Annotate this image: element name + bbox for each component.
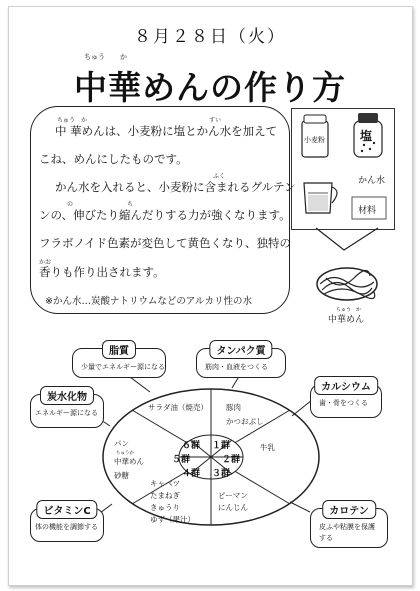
wheel-pork: 豚肉 [226,403,241,412]
group-6: ６群 [182,441,201,451]
ruby-fuku: ふく [213,173,226,180]
bubble-protein [196,348,286,378]
explanation-box [30,106,296,314]
date-heading: ８月２８日（火） [134,27,286,47]
bubble-carotene-body-2: する [319,534,333,542]
explanation-line-3: かん水を入れると、小麦粉に含まれるグルテン [55,180,296,194]
noodle-ruby: ちゅう か [336,307,362,313]
bubble-protein-body: 筋肉・血液をつくる [205,363,268,371]
wheel-yuzu: ゆず（果汁） [150,515,195,524]
ingredients-box [291,108,395,230]
ruby-chi: ち [127,201,134,208]
group-5: ５群 [172,455,191,465]
bubble-carb-body: エネルギー源になる [35,409,98,417]
group-2: ２群 [222,455,241,465]
title-ruby-ka: か [120,53,127,61]
bubble-calcium [310,384,382,418]
group-3: ３群 [212,469,231,479]
explanation-line-4: ンの、伸びたり縮んだりする力が強くなります。 [39,208,291,222]
bubble-fat [72,348,166,378]
bubble-calcium-title: カルシウム [314,376,378,395]
wheel-katsuobushi: かつおぶし [226,417,264,426]
wheel-cucumber: きゅうり [150,503,180,512]
explanation-line-1: 中 華めんは、小麦粉に塩とかん水を加えて [55,124,278,138]
ruby-kaori: かお [39,259,52,266]
wheel-onion: たまねぎ [150,491,180,500]
title-ruby-chu: ちゅう [84,53,105,61]
arrow-down-icon [312,226,382,258]
page-title: 中華めんの作り方 [74,68,346,107]
wheel-cabbage: キャベツ [150,479,180,488]
ruby-no: の [67,201,74,208]
bubble-carotene-title: カロテン [322,500,376,519]
ruby-sui: すい [209,117,222,124]
salt-label: 塩 [360,129,373,143]
explanation-note: ※かん水…炭酸ナトリウムなどのアルカリ性の水 [45,296,252,307]
flour-label: 小麦粉 [304,136,325,144]
kansui-label: かん水 [358,176,386,186]
bubble-fat-body: 少量でエネルギー源になる [81,363,165,371]
noodle-label: 中華めん [328,315,365,325]
wheel-milk: 牛乳 [260,443,275,452]
materials-label: 材料 [358,206,377,216]
ruby-chuka: ちゅう か [57,117,88,124]
wheel-salad-oil: サラダ油（焼売） [148,403,208,412]
bubble-fat-title: 脂質 [102,340,136,359]
bubble-protein-title: タンパク質 [209,340,272,359]
bubble-vitamin-c-title: ビタミンC [36,500,97,519]
explanation-line-2: こね、めんにしたものです。 [39,152,188,166]
bubble-calcium-body: 歯・骨をつくる [319,399,368,407]
ingredients-illustration [292,109,394,229]
bubble-carb-title: 炭水化物 [40,386,94,405]
bubble-carotene-body-1: 皮ふや粘膜を保護 [319,523,375,531]
bubble-vitamin-c [30,508,104,542]
bubble-carb [30,394,104,428]
bubble-vitamin-c-body: 体の機能を調節する [35,523,98,531]
wheel-bread: パン [114,439,129,448]
wheel-green-pepper: ピーマン [218,491,248,500]
wheel-chuka-men: 中華めん [114,457,144,466]
wheel-carrot: にんじん [218,503,248,512]
explanation-line-6: 香りも作り出されます。 [39,265,165,279]
wheel-chuka-ruby: ちゅうか [116,451,134,456]
group-1: １群 [212,441,231,451]
bubble-carotene [310,508,388,548]
wheel-sugar: 砂糖 [114,471,129,480]
explanation-line-5: フラボノイド色素が変色して黄色くなり、独特の [39,236,291,250]
group-4: ４群 [182,469,201,479]
noodle-illustration [312,262,382,306]
